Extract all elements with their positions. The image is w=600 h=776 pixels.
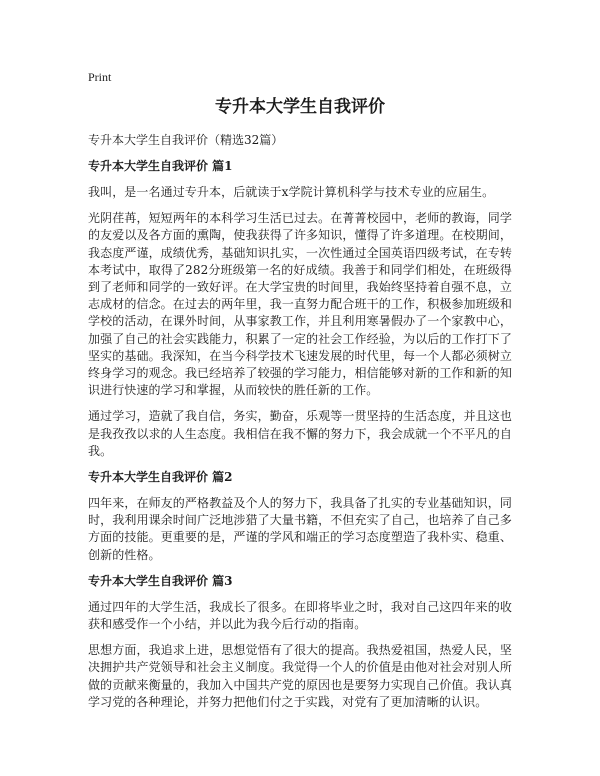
document-body xyxy=(88,158,512,720)
section-1 xyxy=(88,158,512,460)
section-heading: 专升本大学生自我评价 篇1 xyxy=(88,159,233,173)
page-title: 专升本大学生自我评价 xyxy=(215,97,385,117)
paragraph: 思想方面，我追求上进，思想觉悟有了很大的提高。我热爱祖国，热爱人民，坚决拥护共产党领导和社会主义制度。我觉得一个人的价值是由他对社会对别人所做的贡献来衡量的，我加入中国共产党的原因也是要努力实现自己价值。我认真学习党的各种理论，并努力把他们付之于实践，对党有了更加清晰的认识。 xyxy=(88,643,512,709)
paragraph: 通过四年的大学生活，我成长了很多。在即将毕业之时，我对自己这四年来的收获和感受作一个小结，并以此为我今后行动的指南。 xyxy=(88,599,512,632)
paragraph: 通过学习，造就了我自信，务实，勤奋，乐观等一贯坚持的生活态度，并且这也是我孜孜以求的人生态度。我相信在我不懈的努力下，我会成就一个不平凡的自我。 xyxy=(88,409,512,458)
section-heading: 专升本大学生自我评价 篇3 xyxy=(88,573,233,588)
print-link[interactable]: Print xyxy=(88,70,112,84)
section-3 xyxy=(88,573,512,711)
section-heading: 专升本大学生自我评价 篇2 xyxy=(88,470,233,485)
document-subtitle: 专升本大学生自我评价（精选32篇） xyxy=(88,133,284,147)
paragraph: 我叫，是一名通过专升本，后就读于x学院计算机科学与技术专业的应届生。 xyxy=(88,185,495,199)
paragraph: 四年来，在师友的严格教益及个人的努力下，我具备了扎实的专业基础知识，同时，我利用课余时间广泛地涉猎了大量书籍，不但充实了自己，也培养了自己多方面的技能。更重要的是，严谨的学风和端正的学习态度塑造了我朴实、稳重、创新的性格。 xyxy=(88,496,512,562)
paragraph: 光阴荏苒，短短两年的本科学习生活已过去。在菁菁校园中，老师的教诲，同学的友爱以及各方面的熏陶，使我获得了许多知识，懂得了许多道理。在校期间，我态度严谨，成绩优秀，基础知识扎实，一次性通过全国英语四级考试，在专转本考试中，取得了282分班级第一名的好成绩。我善于和同学们相处，在班级得到了老师和同学的一致好评。在大学宝贵的时间里，我始终坚持着自强不息，立志成材的信念。在过去的两年里，我一直努力配合班干的工作，积极参加班级和学校的活动，在课外时间，从事家教工作，并且利用寒暑假办了一个家教中心，加强了自己的社会实践能力，积累了一定的社会工作经验，为以后的工作打下了坚实的基础。我深知，在当今科学技术飞速发展的时代里，每一个人都必须树立终身学习的观念。我已经培养了较强的学习能力，相信能够对新的工作和新的知识进行快速的学习和掌握，从而较快的胜任新的工作。 xyxy=(88,211,512,398)
section-2 xyxy=(88,469,512,564)
